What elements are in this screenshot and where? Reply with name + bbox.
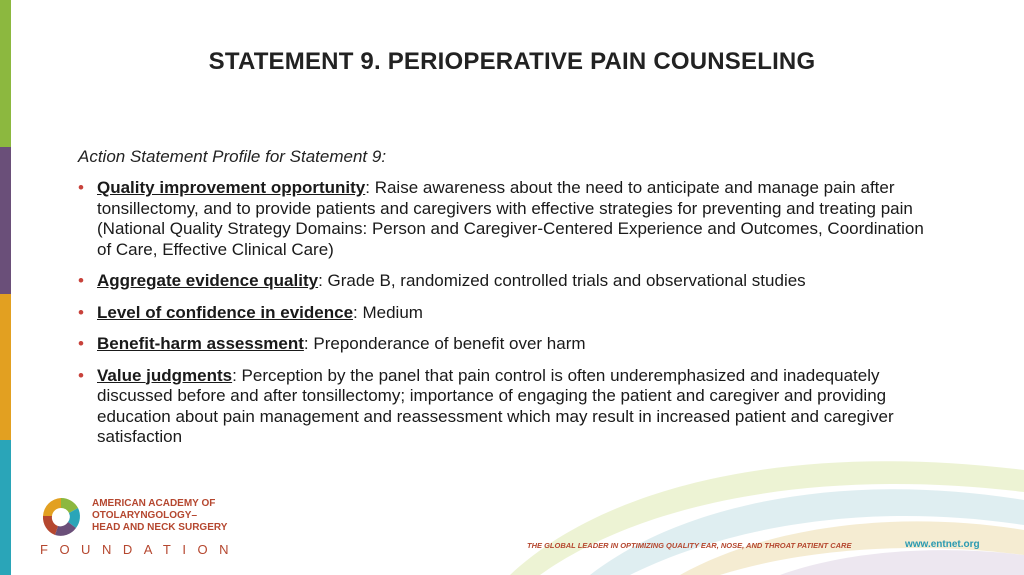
sidebar-band-teal	[0, 440, 11, 575]
footer-url[interactable]: www.entnet.org	[905, 539, 980, 550]
bullet-icon: •	[78, 271, 84, 290]
item-label: Quality improvement opportunity	[97, 178, 366, 197]
item-label: Aggregate evidence quality	[97, 271, 319, 290]
item-label: Level of confidence in evidence	[97, 302, 354, 322]
organization-name	[92, 498, 227, 534]
list-item	[78, 366, 938, 448]
item-text: : Medium	[353, 302, 423, 322]
item-text: : Raise awareness about the need to anticipate and manage pain after tonsillectomy, and to provide patients and caregivers with effective strategies for preventing and treating pain (National Quality Strategy Domains: Person and Caregiver-Centered Experience and Outcomes, Coordination of Care, Effective Clinical Care)	[97, 178, 924, 259]
bullet-icon: •	[78, 302, 84, 322]
bullet-icon: •	[78, 178, 84, 197]
item-text: : Grade B, randomized controlled trials and observational studies	[318, 271, 806, 290]
profile-heading: Action Statement Profile for Statement 9:	[78, 147, 387, 166]
org-line-1: AMERICAN ACADEMY OF	[92, 498, 216, 509]
org-line-3: HEAD AND NECK SURGERY	[92, 522, 228, 533]
statement-profile-list	[78, 178, 938, 459]
list-item	[78, 303, 938, 324]
item-label: Benefit-harm assessment	[97, 334, 304, 353]
org-line-2: OTOLARYNGOLOGY–	[92, 510, 198, 521]
item-label: Value judgments	[97, 365, 233, 385]
sidebar-band-purple	[0, 147, 11, 294]
bullet-icon: •	[78, 334, 84, 353]
list-item	[78, 178, 938, 260]
color-sidebar	[0, 0, 11, 575]
list-item	[78, 334, 938, 355]
footer-tagline: THE GLOBAL LEADER IN OPTIMIZING QUALITY EAR, NOSE, AND THROAT PATIENT CARE	[527, 541, 852, 550]
item-text: : Preponderance of benefit over harm	[303, 334, 586, 353]
sidebar-band-orange	[0, 294, 11, 440]
foundation-wordmark: FOUNDATION	[40, 542, 240, 557]
bullet-icon: •	[78, 365, 84, 385]
list-item	[78, 271, 938, 292]
aao-hns-logo-icon	[38, 494, 84, 540]
slide-title: STATEMENT 9. PERIOPERATIVE PAIN COUNSELING	[208, 48, 816, 75]
item-text: : Perception by the panel that pain control is often underemphasized and inadequately discussed before and after tonsillectomy; importance of engaging the patient and caregiver and providing education about pain management and reassessment which may result in increased patient and caregiver satisfaction	[97, 365, 894, 446]
